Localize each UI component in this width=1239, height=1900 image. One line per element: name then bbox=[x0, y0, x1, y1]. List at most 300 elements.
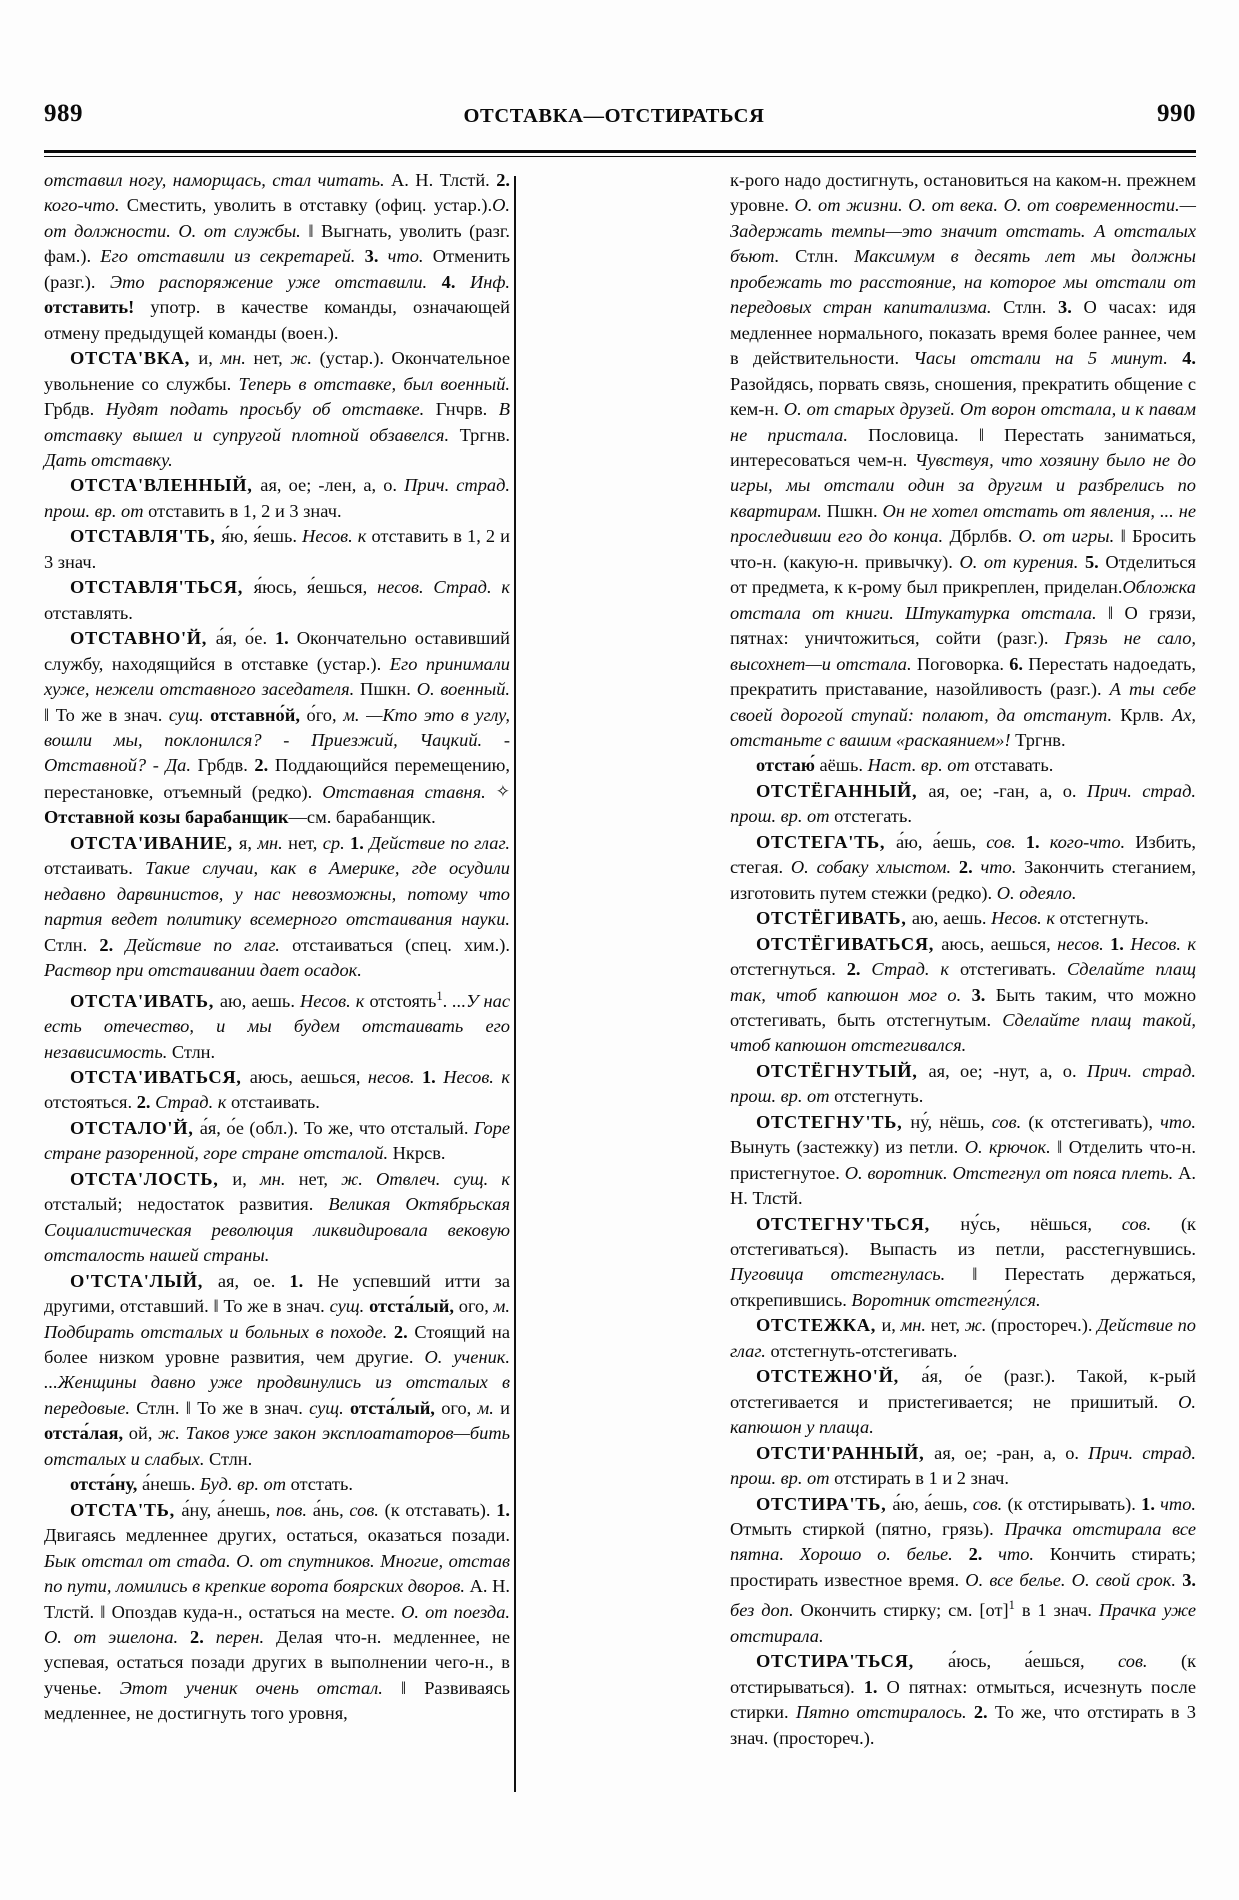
dictionary-entry bbox=[44, 1472, 510, 1497]
text-run: Тргнв. bbox=[1015, 729, 1066, 750]
italic-run: несов. Страд. к bbox=[377, 577, 510, 598]
bold-run: 5. bbox=[1084, 551, 1106, 572]
text-run: в 1 знач. bbox=[1014, 1600, 1099, 1621]
entry-continuation bbox=[730, 168, 1196, 753]
bold-run: 4. bbox=[441, 271, 470, 292]
text-run: ая, ое; -ган, а, о. bbox=[928, 780, 1087, 801]
running-title: ОТСТАВКА—ОТСТИРАТЬСЯ bbox=[463, 104, 765, 127]
dictionary-entry bbox=[44, 1116, 510, 1167]
text-run: ‖ bbox=[100, 1601, 112, 1622]
headword: ОТСТЕГНУ'ТЬ, bbox=[756, 1111, 911, 1132]
italic-run: м. —Кто это в углу, вошли мы, поклонился? - Приезжий, Чацкий. - Отставной? - Да. bbox=[44, 704, 510, 776]
italic-run: сов. bbox=[991, 1111, 1029, 1132]
italic-run: Действие по глаг. bbox=[730, 1315, 1196, 1361]
italic-run: Воротник отстегну́лся. bbox=[851, 1289, 1041, 1310]
bold-run: 2. bbox=[973, 1702, 995, 1723]
text-run: отстирывать). bbox=[1027, 1493, 1142, 1514]
text-run: Пшкн. bbox=[826, 500, 883, 521]
headword: ОТСТЕГА'ТЬ, bbox=[756, 831, 896, 852]
headword: ОТСТЁГНУТЫЙ, bbox=[756, 1060, 929, 1081]
italic-run: сов. bbox=[986, 831, 1026, 852]
italic-run: О. от должности. О. от службы. bbox=[44, 195, 511, 241]
text-run: ‖ То же в знач. bbox=[44, 704, 169, 725]
headword: ОТСТЕЖКА, bbox=[756, 1315, 882, 1336]
bold-run: отста́лый, bbox=[350, 1397, 442, 1418]
bold-run: 1. bbox=[274, 628, 297, 649]
dictionary-entry bbox=[730, 830, 1196, 906]
text-run: ‖ То же в знач. bbox=[185, 1397, 310, 1418]
italic-run: Прачка отстирала все пятна. Хорошо о. белье. bbox=[730, 1519, 1196, 1565]
italic-run: О. воротник. Отстегнул от пояса плеть. bbox=[844, 1162, 1179, 1183]
headword: О'ТСТА'ЛЫЙ, bbox=[70, 1270, 218, 1291]
italic-run: Пятно отстиралось. bbox=[795, 1702, 974, 1723]
text-run: Окончательно оставивший службу, находящийся в отставке (устар.). bbox=[44, 628, 511, 674]
dictionary-entry bbox=[44, 1167, 510, 1269]
italic-run: Великая Октябрьская Социалистическая революция ликвидировала вековую отсталость нашей страны. bbox=[44, 1194, 510, 1266]
text-run: О часах: идя медленнее нормального, показать время более раннее, чем в действительности. bbox=[730, 297, 1197, 369]
italic-run: Раствор при отстаивании дает осадок. bbox=[44, 960, 362, 981]
dictionary-entry bbox=[730, 753, 1196, 778]
text-run: Грбдв. bbox=[197, 755, 255, 776]
bold-run: 3. bbox=[1182, 1569, 1196, 1590]
italic-run: Отставная ставня. bbox=[322, 781, 496, 802]
italic-run: В отставку вышел и супругой плотной обзавелся. bbox=[44, 399, 510, 445]
text-run: Грбдв. bbox=[44, 399, 106, 420]
text-run: Сместить, уволить в отставку (офиц. устар.). bbox=[126, 195, 493, 216]
italic-run: ж. Таков уже закон эксплоататоров—бить отсталых и слабых. bbox=[44, 1423, 510, 1469]
text-run: Отделиться от предмета, к к-рому был прикреплен, приделан. bbox=[730, 551, 1196, 598]
italic-run: Прич. страд. прош. вр. от bbox=[730, 1060, 1196, 1107]
text-run: отставать. bbox=[974, 755, 1054, 776]
text-run: Окончить стирку; см. [от] bbox=[800, 1600, 1009, 1621]
text-run: я́ю, я́ешь. bbox=[221, 526, 303, 547]
text-run: Стлн. bbox=[209, 1448, 253, 1469]
diamond-icon: ✧ bbox=[495, 781, 510, 801]
text-run: Стлн. bbox=[795, 246, 855, 267]
italic-run: ж. bbox=[964, 1315, 991, 1336]
text-run: ая, ое; -ран, а, о. bbox=[934, 1442, 1089, 1463]
bold-run: 3. bbox=[1058, 297, 1084, 318]
dictionary-entry bbox=[44, 1065, 510, 1116]
bold-run: 1. bbox=[350, 832, 370, 853]
italic-run: Буд. вр. от bbox=[199, 1474, 291, 1495]
italic-run: Сделайте плащ такой, чтоб капюшон отстегивался. bbox=[730, 1009, 1196, 1056]
text-run: а́нь, bbox=[312, 1499, 350, 1520]
text-run: употр. в качестве команды, означающей отмену предыдущей команды (воен.). bbox=[44, 297, 510, 343]
italic-run: А ты себе своей дорогой ступай: полают, да отстанут. bbox=[730, 679, 1196, 725]
italic-run: Ах, отстаньте с вашим «раскаянием»! bbox=[730, 704, 1196, 750]
italic-run: что. bbox=[1160, 1111, 1197, 1132]
bold-run: отста́лый, bbox=[369, 1296, 459, 1317]
text-run: а́я, о́е. bbox=[215, 628, 275, 649]
text-run: отсталый; недостаток развития. bbox=[44, 1194, 329, 1215]
text-run: (к bbox=[1180, 1213, 1196, 1234]
headword: ОТСТИРА'ТЬСЯ, bbox=[756, 1651, 949, 1672]
italic-run: Несов. к bbox=[300, 990, 370, 1011]
dictionary-entry bbox=[44, 1269, 510, 1473]
superscript-homonym: 1 bbox=[436, 988, 443, 1003]
bold-run: 1. bbox=[863, 1676, 887, 1697]
text-run: ого, bbox=[458, 1296, 494, 1317]
text-run: я, bbox=[238, 832, 258, 853]
headword: ОТСТАВЛЯ'ТЬСЯ, bbox=[70, 577, 254, 598]
italic-run: сов. bbox=[1118, 1651, 1181, 1672]
text-run: О пятнах: отмыться, исчезнуть после стирки. bbox=[730, 1676, 1196, 1723]
text-run: ну́, нёшь, bbox=[910, 1111, 992, 1132]
dictionary-entry bbox=[730, 1649, 1196, 1751]
bold-run: 2. bbox=[99, 934, 126, 955]
dictionary-entry bbox=[44, 626, 510, 831]
bold-run: 6. bbox=[1009, 653, 1029, 674]
text-run: я́юсь, я́ешься, bbox=[253, 577, 378, 598]
text-run: отставить в 1, 2 и 3 знач. bbox=[148, 500, 342, 521]
text-run: нет, bbox=[930, 1315, 965, 1336]
italic-run: О. от игры. bbox=[1018, 526, 1121, 547]
italic-run: сов. bbox=[1121, 1213, 1181, 1234]
italic-run: что. bbox=[1160, 1493, 1197, 1514]
italic-run: Несов. к bbox=[302, 526, 372, 547]
bold-run: 1. bbox=[1110, 933, 1131, 954]
italic-run: Наст. вр. от bbox=[867, 755, 975, 776]
italic-run: Действие по глаг. bbox=[369, 832, 511, 853]
italic-run: Сделайте плащ так, чтоб капюшон мог о. bbox=[730, 959, 1196, 1005]
italic-run: Несов. к bbox=[1130, 933, 1197, 954]
italic-run: сов. bbox=[349, 1499, 385, 1520]
headword: ОТСТАВНО'Й, bbox=[70, 628, 216, 649]
text-run: Закончить стеганием, изготовить путем стежки (редко). bbox=[730, 857, 1196, 903]
dictionary-entry bbox=[730, 1364, 1196, 1440]
italic-run: кого-что. bbox=[44, 195, 127, 216]
text-columns bbox=[44, 168, 1196, 1798]
italic-run: Прич. страд. прош. вр. от bbox=[44, 475, 510, 521]
italic-run: О. одеяло. bbox=[996, 882, 1077, 903]
text-run: Двигаясь медленнее других, остаться, оказаться позади. bbox=[44, 1525, 510, 1546]
text-run: Отмыть стиркой (пятно, грязь). bbox=[730, 1519, 1005, 1540]
text-run: отстирываться). bbox=[730, 1676, 864, 1697]
text-run: отстегать. bbox=[834, 806, 912, 827]
italic-run: отставил ногу, наморщась, стал читать. bbox=[44, 170, 391, 190]
italic-run: сущ. bbox=[168, 704, 211, 725]
text-run: Стлн. bbox=[1003, 297, 1059, 318]
bold-run: 2. bbox=[190, 1626, 216, 1647]
italic-run: без доп. bbox=[730, 1600, 801, 1621]
text-run: отстегнуть. bbox=[1059, 908, 1149, 929]
italic-run: Часы отстали на 5 минут. bbox=[913, 348, 1183, 369]
text-run: и, bbox=[198, 348, 221, 369]
italic-run: Нудят подать просьбу об отставке. bbox=[105, 399, 436, 420]
headword: ОТСТАВЛЯ'ТЬ, bbox=[70, 526, 222, 547]
text-run: аю, аешь. bbox=[219, 990, 300, 1011]
headword: ОТСТИ'РАННЫЙ, bbox=[756, 1442, 935, 1463]
headword: ОТСТА'ИВАТЬСЯ, bbox=[70, 1066, 250, 1087]
text-run: отстегнуться. bbox=[730, 959, 847, 980]
text-run: Разойдясь, порвать связь, сношения, прекратить общение с кем-н. bbox=[730, 373, 1196, 420]
dictionary-entry bbox=[44, 346, 510, 473]
headword: ОТСТЕГНУ'ТЬСЯ, bbox=[756, 1213, 961, 1234]
italic-run: ...Женщины давно уже продвинулись из отсталых в передовые. bbox=[44, 1372, 510, 1418]
bold-run: 2. bbox=[846, 959, 872, 980]
italic-run: м. bbox=[477, 1397, 501, 1418]
bold-run: 2. bbox=[393, 1321, 415, 1342]
head-rule-thick bbox=[44, 150, 1196, 153]
bold-run: 2. bbox=[968, 1544, 999, 1565]
text-run: Стлн. bbox=[171, 1041, 216, 1062]
headword: ОТСТА'ВЛЕННЫЙ, bbox=[70, 475, 261, 496]
italic-run: Пуговица отстегнулась. bbox=[730, 1264, 973, 1285]
text-run: аюсь, аешься, bbox=[941, 933, 1058, 954]
bold-run: Отставной козы барабанщик bbox=[44, 807, 289, 828]
column-left bbox=[44, 168, 510, 1798]
superscript-homonym: 1 bbox=[1008, 1598, 1015, 1613]
headword: ОТСТИРА'ТЬ, bbox=[756, 1493, 893, 1514]
italic-run: Теперь в отставке, был военный. bbox=[238, 373, 510, 394]
text-run: (к bbox=[1007, 1493, 1028, 1514]
italic-run: Прачка уже отстирала. bbox=[730, 1600, 1196, 1646]
bold-run: 3. bbox=[364, 246, 388, 267]
bold-run: 3. bbox=[971, 984, 996, 1005]
text-run: нет, bbox=[298, 1168, 342, 1189]
text-run: о́го, bbox=[306, 704, 344, 725]
dictionary-entry bbox=[44, 831, 510, 984]
italic-run: сущ. bbox=[309, 1397, 351, 1418]
italic-run: кого-что. bbox=[1049, 831, 1136, 852]
italic-run: несов. bbox=[367, 1066, 422, 1087]
italic-run: Максимум в десять лет мы должны пробежать то расстояние, на которое мы отстали от передовых стран капитализма. bbox=[730, 246, 1196, 318]
bold-run: 2. bbox=[958, 857, 981, 878]
text-run: ‖ То же в знач. bbox=[213, 1296, 330, 1317]
bold-run: 1. bbox=[496, 1499, 510, 1520]
text-run: Нкрсв. bbox=[392, 1143, 446, 1164]
dictionary-entry bbox=[44, 473, 510, 524]
italic-run: Его принимали хуже, нежели отставного заседателя. bbox=[44, 653, 510, 700]
italic-run: Горе стране разоренной, горе стране отсталой. bbox=[44, 1117, 510, 1164]
italic-run: О. военный. bbox=[416, 679, 510, 700]
italic-run: О. от курения. bbox=[959, 551, 1085, 572]
italic-run: О. от жизни. О. от века. О. от современности.—Задержать темпы—это значит отстать. А отсталых бъют. bbox=[730, 195, 1196, 267]
dictionary-entry bbox=[730, 1110, 1196, 1212]
text-run: а́ну, а́нешь, bbox=[181, 1499, 277, 1520]
text-run: Выпасть из петли, расстегнувшись. bbox=[869, 1239, 1196, 1260]
text-run: и, bbox=[232, 1168, 261, 1189]
text-run: к-рого надо достигнуть, остановиться на каком-н. прежнем уровне. bbox=[730, 170, 1196, 216]
italic-run: ж. bbox=[290, 348, 320, 369]
italic-run: сов. bbox=[972, 1493, 1008, 1514]
text-run: —см. барабанщик. bbox=[288, 807, 436, 828]
text-run: ‖ Развиваясь медленнее, не достигнуть того уровня, bbox=[44, 1677, 510, 1724]
text-run: отставлять. bbox=[44, 602, 133, 623]
italic-run: О. ученик. bbox=[424, 1346, 510, 1367]
text-run: ая, ое. bbox=[217, 1270, 290, 1291]
italic-run: Чувствуя, что хозяину было не до игры, мы отстали один за другим и разбрелись по квартирам. bbox=[730, 449, 1197, 521]
italic-run: ж. Отвлеч. сущ. к bbox=[341, 1168, 511, 1189]
text-run: Стоящий на более низком уровне развития, чем другие. bbox=[44, 1321, 510, 1367]
bold-run: отставно́й, bbox=[210, 704, 307, 725]
dictionary-entry bbox=[44, 575, 510, 626]
head-rule-thin bbox=[44, 156, 1196, 157]
italic-run: О. все белье. О. свой срок. bbox=[965, 1569, 1183, 1590]
text-run: А. Н. Тлстй. bbox=[730, 1162, 1196, 1209]
text-run: ‖ О грязи, пятнах: уничтожиться, сойти (разг.). bbox=[730, 602, 1196, 649]
dictionary-entry bbox=[730, 1313, 1196, 1364]
text-run: отстоять bbox=[369, 990, 437, 1011]
headword: ОТСТЕЖНО'Й, bbox=[756, 1366, 922, 1387]
text-run: Пшкн. bbox=[360, 679, 417, 700]
text-run: отстирать в 1 и 2 знач. bbox=[834, 1468, 1009, 1489]
text-run: аю, аешь. bbox=[911, 908, 992, 929]
text-run: Пословица. bbox=[868, 424, 979, 445]
italic-run: м. Подбирать отсталых и больных в походе. bbox=[44, 1296, 511, 1342]
text-run: а́я, о́е (обл.). То же, что отсталый. bbox=[199, 1117, 474, 1138]
italic-run: мн. bbox=[220, 348, 254, 369]
text-run: А. Н. Тлстй. bbox=[44, 1576, 510, 1622]
folio-right: 990 bbox=[1157, 100, 1196, 127]
italic-run: мн. bbox=[900, 1315, 931, 1336]
text-run: отставить в 1, 2 и 3 знач. bbox=[44, 526, 510, 572]
dictionary-entry bbox=[730, 932, 1196, 1059]
text-run: А. Н. Тлстй. bbox=[390, 170, 497, 190]
text-run: а́ю, а́ешь, bbox=[892, 1493, 973, 1514]
text-run: Дбрлбв. bbox=[949, 526, 1019, 547]
text-run: а́нешь. bbox=[141, 1474, 200, 1495]
italic-run: Его отставили из секретарей. bbox=[100, 246, 365, 267]
bold-run: 1. bbox=[1025, 831, 1050, 852]
italic-run: О. от поезда. О. от эшелона. bbox=[44, 1601, 511, 1647]
italic-run: ср. bbox=[322, 832, 351, 853]
text-run: Стлн. bbox=[44, 934, 100, 955]
italic-run: О. от старых друзей. От ворон отстала, и к павам не пристала. bbox=[730, 399, 1196, 445]
italic-run: Прич. страд. прош. вр. от bbox=[730, 780, 1196, 827]
text-run: (простореч.). bbox=[990, 1315, 1098, 1336]
text-run: а́я, о́е (разг.). Такой, к-рый отстегивается и пристегивается; не пришитый. bbox=[730, 1366, 1196, 1412]
text-run: ну́сь, нёшься, bbox=[960, 1213, 1122, 1234]
bold-run: 2. bbox=[136, 1092, 156, 1113]
text-run: Вынуть (застежку) из петли. bbox=[730, 1137, 965, 1158]
headword: ОТСТА'ИВАНИЕ, bbox=[70, 832, 239, 853]
text-run: Поговорка. bbox=[916, 653, 1010, 674]
text-run: аюсь, аешься, bbox=[249, 1066, 368, 1087]
italic-run: Бык отстал от стада. О. от спутников. Многие, отстав по пути, ломились в крепкие ворота боярских дворов. bbox=[44, 1550, 510, 1597]
entry-continuation bbox=[44, 168, 510, 346]
text-run: Кончить стирать; простирать известное время. bbox=[730, 1544, 1196, 1590]
italic-run: О. собаку хлыстом. bbox=[790, 857, 959, 878]
italic-run: что. bbox=[998, 1544, 1050, 1565]
text-run: отстегивать. bbox=[959, 959, 1067, 980]
headword: ОТСТАЛО'Й, bbox=[70, 1117, 200, 1138]
text-run: ая, ое; -лен, а, о. bbox=[260, 475, 405, 496]
italic-run: Несов. к bbox=[443, 1066, 510, 1087]
dictionary-entry bbox=[44, 984, 510, 1065]
text-run: нет, bbox=[288, 832, 323, 853]
text-run: ‖ Бросить что-н. (какую-н. привычку). bbox=[730, 526, 1196, 572]
text-run: (к bbox=[1180, 1651, 1197, 1672]
text-run: ая, ое; -нут, а, о. bbox=[928, 1060, 1087, 1081]
text-run: (к bbox=[1028, 1111, 1051, 1132]
headword: ОТСТЁГИВАТЬСЯ, bbox=[756, 933, 942, 954]
headword: ОТСТА'ИВАТЬ, bbox=[70, 990, 220, 1011]
text-run: а́юсь, а́ешься, bbox=[948, 1651, 1119, 1672]
italic-run: Дать отставку. bbox=[44, 449, 173, 470]
text-run: Опоздав куда-н., остаться на месте. bbox=[111, 1601, 402, 1622]
dictionary-entry bbox=[44, 524, 510, 575]
text-run: Быть таким, что можно отстегивать, быть отстегнутым. bbox=[730, 984, 1197, 1030]
bold-run: 2. bbox=[496, 170, 510, 190]
text-run: ого, bbox=[441, 1397, 478, 1418]
text-run: нет, bbox=[253, 348, 291, 369]
text-run: Тргнв. bbox=[459, 424, 510, 445]
text-run: Перестать надоедать, прекратить приставание, назойливость (разг.). bbox=[730, 653, 1196, 700]
headword: ОТСТА'ЛОСТЬ, bbox=[70, 1168, 233, 1189]
text-run: ‖ Перестать заниматься, интересоваться чем-н. bbox=[730, 424, 1197, 470]
dictionary-entry bbox=[730, 779, 1196, 830]
text-run: Гнчрв. bbox=[435, 399, 499, 420]
text-run: отстегивать), bbox=[1050, 1111, 1161, 1132]
bold-run: отставить! bbox=[44, 297, 151, 318]
folio-left: 989 bbox=[44, 100, 83, 127]
text-run: Не успевший итти за другими, отставший. bbox=[44, 1270, 510, 1317]
italic-run: несов. bbox=[1057, 933, 1111, 954]
italic-run: Инф. bbox=[469, 271, 510, 292]
bold-run: 1. bbox=[1141, 1493, 1161, 1514]
italic-run: Несов. к bbox=[991, 908, 1060, 929]
italic-run: Прич. страд. прош. вр. от bbox=[730, 1442, 1196, 1489]
text-run: отстаивать. bbox=[231, 1092, 320, 1113]
italic-run: пов. bbox=[276, 1499, 313, 1520]
text-run: Поддающийся перемещению, перестановке, отъемный (редко). bbox=[44, 755, 510, 802]
column-right bbox=[730, 168, 1196, 1798]
bold-run: 1. bbox=[421, 1066, 444, 1087]
italic-run: Он не хотел отстать от явления, ... не проследивши его до конца. bbox=[730, 500, 1196, 547]
italic-run: Этот ученик очень отстал. bbox=[119, 1677, 401, 1698]
bold-run: отстаю́ bbox=[756, 755, 820, 776]
text-run: Отменить (разг.). bbox=[44, 246, 510, 292]
text-run: и bbox=[500, 1397, 511, 1418]
text-run: отстегнуть-отстегивать. bbox=[770, 1340, 958, 1361]
italic-run: Обложка отстала от книги. Штукатурка отстала. bbox=[730, 577, 1196, 623]
text-run: отстегнуть. bbox=[834, 1086, 924, 1107]
italic-run: мн. bbox=[257, 832, 289, 853]
bold-run: отста́лая, bbox=[44, 1423, 129, 1444]
italic-run: Это распоряжение уже отставили. bbox=[110, 271, 442, 292]
text-run: отставать). bbox=[405, 1499, 497, 1520]
text-run: отстаиваться (спец. хим.). bbox=[292, 934, 510, 955]
dictionary-entry bbox=[730, 1492, 1196, 1650]
italic-run: Действие по глаг. bbox=[125, 934, 293, 955]
italic-run: сущ. bbox=[329, 1296, 370, 1317]
italic-run: что. bbox=[387, 246, 433, 267]
text-run: Стлн. bbox=[136, 1397, 186, 1418]
text-run: (устар.). Окончательное увольнение со службы. bbox=[44, 348, 511, 394]
text-run: ‖ Перестать держаться, открепившись. bbox=[730, 1264, 1197, 1310]
italic-run: ...У нас есть отечество, и мы будем отстаивать его независимость. bbox=[44, 990, 511, 1062]
italic-run: Страд. к bbox=[871, 959, 960, 980]
italic-run: что. bbox=[980, 857, 1025, 878]
headword: ОТСТА'ВКА, bbox=[70, 348, 199, 369]
italic-run: Страд. к bbox=[155, 1092, 232, 1113]
text-run: отстегиваться). bbox=[730, 1239, 870, 1260]
text-run: . bbox=[442, 990, 453, 1011]
dictionary-entry bbox=[730, 1059, 1196, 1110]
bold-run: 1. bbox=[289, 1270, 318, 1291]
text-run: Избить, стегая. bbox=[730, 831, 1197, 878]
text-run: аёшь. bbox=[819, 755, 868, 776]
text-run: То же, что отстирать в 3 знач. (простореч.). bbox=[730, 1702, 1197, 1748]
text-run: ‖ Отделить что-н. пристегнутое. bbox=[730, 1137, 1196, 1183]
italic-run: О. капюшон у плаща. bbox=[730, 1391, 1196, 1438]
headword: ОТСТЁГАННЫЙ, bbox=[756, 780, 929, 801]
bold-run: 4. bbox=[1182, 348, 1196, 369]
running-head bbox=[44, 92, 1196, 126]
dictionary-entry bbox=[730, 906, 1196, 931]
